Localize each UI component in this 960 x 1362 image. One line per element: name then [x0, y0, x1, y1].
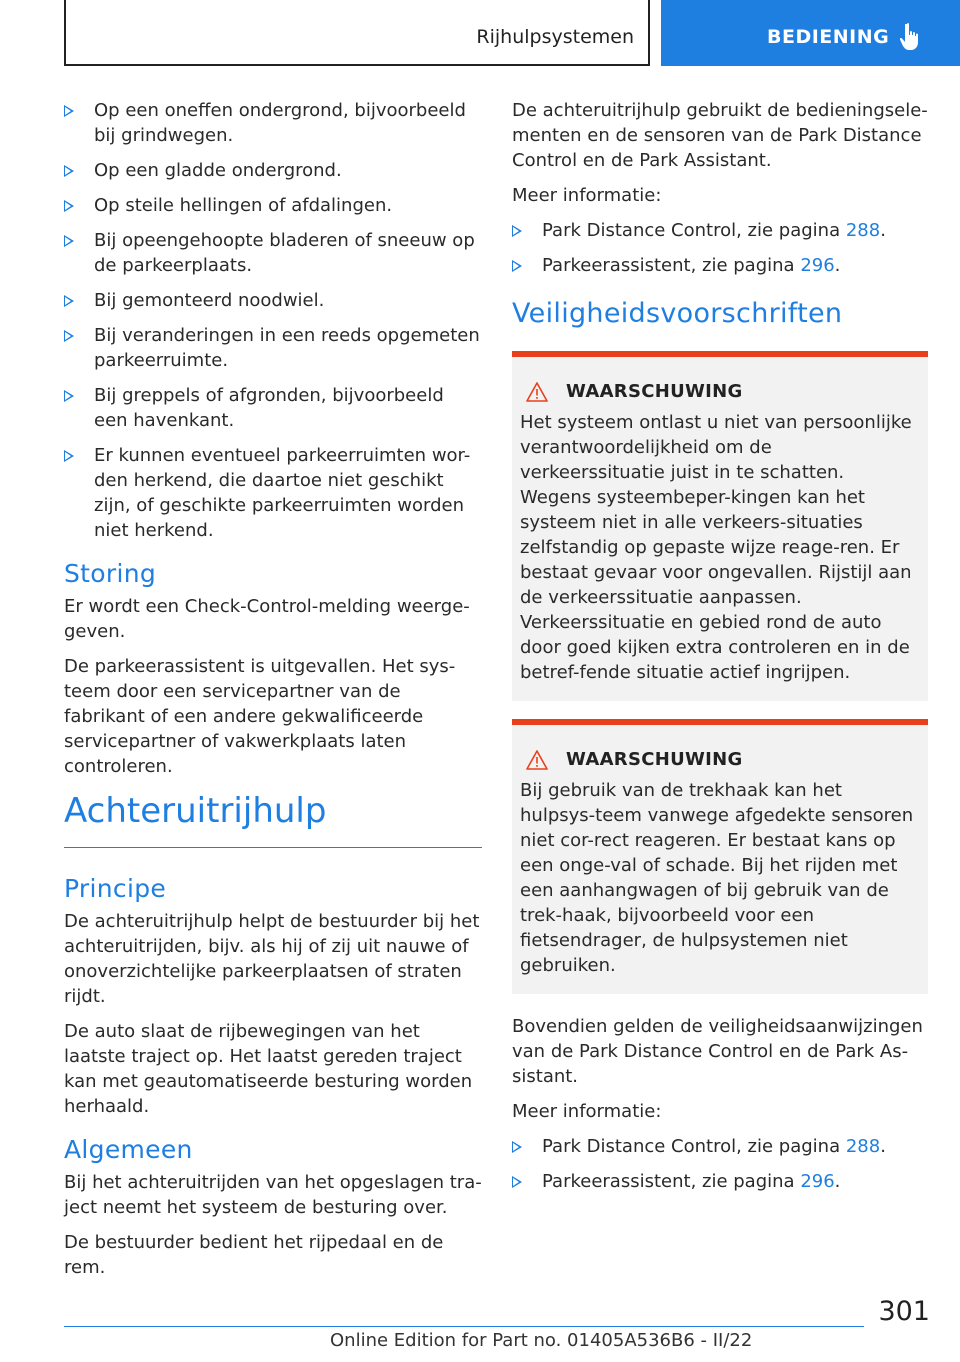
principe-paragraph-2: De auto slaat de rijbewegingen van het laatste traject op. Het laatst gereden traject kan met geautomatiseerde besturing worden herhaald.: [64, 1021, 473, 1117]
reference-list-2: [512, 1134, 928, 1194]
reference-text: Parkeerassistent, zie pagina: [542, 1171, 801, 1192]
bullet-arrow-icon: [64, 295, 74, 307]
reference-item: [512, 253, 928, 278]
list-item-text: Bij gemonteerd noodwiel.: [94, 290, 325, 311]
list-item: [64, 158, 482, 183]
left-column: [64, 98, 482, 1290]
algemeen-paragraph-2: De bestuurder bedient het rijpedaal en de rem.: [64, 1232, 444, 1278]
page-link[interactable]: 296: [800, 255, 835, 276]
limitations-list: [64, 98, 482, 543]
bullet-arrow-icon: [64, 105, 74, 117]
outro-paragraph: Bovendien gelden de veiligheidsaanwijzingen van de Park Distance Control en de Park As-sistant.: [512, 1016, 923, 1087]
bullet-arrow-icon: [64, 450, 74, 462]
bullet-arrow-icon: [64, 390, 74, 402]
reference-end: .: [880, 220, 886, 241]
list-item: [64, 323, 482, 373]
heading-storing: Storing: [64, 559, 157, 588]
page-number: 301: [878, 1296, 930, 1327]
reference-text: Park Distance Control, zie pagina: [542, 1136, 846, 1157]
more-info-label-2: Meer informatie:: [512, 1101, 662, 1122]
bullet-arrow-icon: [512, 1176, 522, 1188]
list-item-text: Op een gladde ondergrond.: [94, 160, 342, 181]
list-item: [64, 228, 482, 278]
running-header-section: [661, 0, 960, 66]
footer-divider: [64, 1326, 864, 1327]
bullet-arrow-icon: [64, 200, 74, 212]
page-link[interactable]: 288: [845, 1136, 881, 1157]
bullet-arrow-icon: [64, 235, 74, 247]
storing-paragraph-1: Er wordt een Check-Control-melding weerge-geven.: [64, 596, 470, 642]
bullet-arrow-icon: [512, 1141, 522, 1153]
list-item: [64, 193, 482, 218]
bullet-arrow-icon: [64, 330, 74, 342]
section-label: BEDIENING: [767, 26, 890, 48]
reference-text: Parkeerassistent, zie pagina: [542, 255, 801, 276]
chapter-heading-achteruitrijhulp: Achteruitrijhulp: [64, 791, 482, 848]
bullet-arrow-icon: [64, 165, 74, 177]
warning-header: [520, 749, 918, 770]
warning-text: Bij gebruik van de trekhaak kan het hulpsys-teem vanwege afgedekte sensoren niet cor-rect reageren. Er bestaat kans op een onge-val of schade. Bij het rijden met een aanhangwagen of bij gebruik van de trek-haak, bijvoorbeeld voor een fietsendrager, de hulpsystemen niet gebruiken.: [520, 780, 914, 976]
warning-triangle-icon: [526, 382, 548, 402]
reference-text: Park Distance Control, zie pagina: [542, 220, 846, 241]
heading-veiligheidsvoorschriften: Veiligheidsvoorschriften: [512, 298, 843, 329]
reference-item: [512, 218, 928, 243]
reference-item: [512, 1134, 928, 1159]
reference-end: .: [834, 255, 841, 276]
principe-paragraph-1: De achteruitrijhulp helpt de bestuurder bij het achteruitrijden, bijv. als hij of zij uit nauwe of onoverzichtelijke parkeerplaatsen of straten rijdt.: [64, 911, 480, 1007]
running-header-chapter: [64, 0, 650, 66]
list-item: [64, 288, 482, 313]
heading-principe: Principe: [64, 874, 167, 903]
warning-title: WAARSCHUWING: [566, 749, 743, 770]
storing-paragraph-2: De parkeerassistent is uitgevallen. Het sys-teem door een servicepartner van de fabrikant of een andere gekwalificeerde servicepartner of vakwerkplaats laten controleren.: [64, 656, 456, 777]
list-item: [64, 383, 482, 433]
algemeen-paragraph-1: Bij het achteruitrijden van het opgeslagen tra-ject neemt het systeem de besturing over.: [64, 1172, 482, 1218]
reference-list: [512, 218, 928, 278]
bullet-arrow-icon: [512, 260, 522, 272]
page-link[interactable]: 288: [845, 220, 881, 241]
warning-triangle-icon: [526, 750, 548, 770]
list-item: [64, 98, 482, 148]
more-info-label: Meer informatie:: [512, 185, 662, 206]
reference-end: .: [834, 1171, 841, 1192]
list-item-text: Bij greppels of afgronden, bijvoorbeeld een havenkant.: [94, 385, 444, 431]
chapter-title: Rijhulpsystemen: [476, 26, 634, 48]
reference-end: .: [880, 1136, 886, 1157]
list-item-text: Op een oneffen ondergrond, bijvoorbeeld bij grindwegen.: [94, 100, 466, 146]
warning-text: Het systeem ontlast u niet van persoonlijke verantwoordelijkheid om de verkeerssituatie juist in te schatten. Wegens systeembeper-kingen kan het systeem niet in alle verkeers-situaties zelfstandig op gepaste wijze reage-ren. Er bestaat gevaar voor ongevallen. Rijstijl aan de verkeerssituatie aanpassen. Verkeerssituatie en gebied rond de auto door goed kijken extra controleren en in de betref-fende situatie actief ingrijpen.: [520, 412, 912, 683]
list-item-text: Er kunnen eventueel parkeerruimten wor-den herkend, die daartoe niet geschikt zijn, of geschikte parkeerruimten worden niet herkend.: [94, 445, 471, 541]
list-item-text: Op steile hellingen of afdalingen.: [94, 195, 393, 216]
hand-pointer-icon: [897, 22, 921, 52]
intro-paragraph: De achteruitrijhulp gebruikt de bedieningsele-menten en de sensoren van de Park Distance Control en de Park Assistant.: [512, 100, 928, 171]
heading-algemeen: Algemeen: [64, 1135, 193, 1164]
warning-title: WAARSCHUWING: [566, 381, 743, 402]
list-item-text: Bij opeengehoopte bladeren of sneeuw op de parkeerplaats.: [94, 230, 475, 276]
warning-box-2: [512, 719, 928, 994]
reference-item: [512, 1169, 928, 1194]
warning-box-1: [512, 351, 928, 701]
page-link[interactable]: 296: [800, 1171, 835, 1192]
right-column: [512, 98, 928, 1204]
footer-edition: Online Edition for Part no. 01405A536B6 - II/22: [330, 1330, 753, 1351]
list-item: [64, 443, 482, 543]
warning-header: [520, 381, 918, 402]
bullet-arrow-icon: [512, 225, 522, 237]
list-item-text: Bij veranderingen in een reeds opgemeten parkeerruimte.: [94, 325, 480, 371]
